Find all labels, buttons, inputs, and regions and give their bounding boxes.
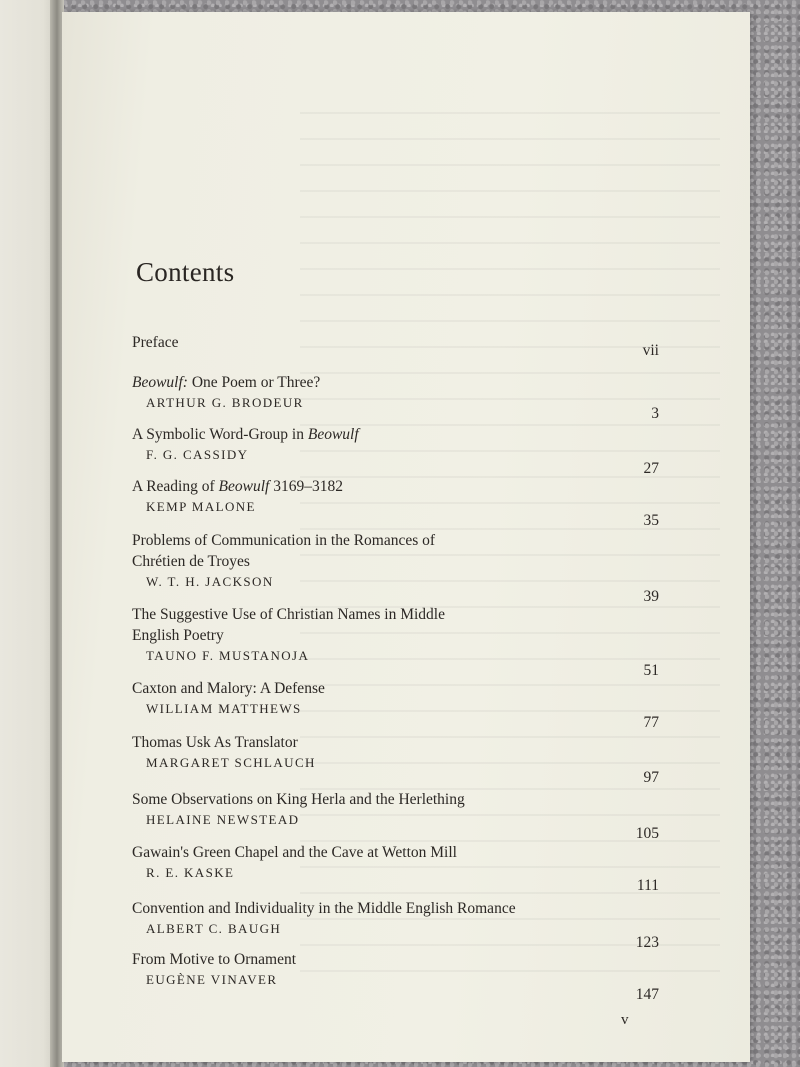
page-number: 3 — [651, 405, 659, 422]
page-number: 27 — [643, 460, 659, 477]
entry-title-italic: Beowulf: — [132, 374, 188, 391]
entry-title: From Motive to Ornament — [132, 951, 297, 968]
page-number: 111 — [636, 877, 659, 894]
entry-title: Caxton and Malory: A Defense — [132, 680, 325, 697]
toc-entry — [132, 789, 659, 842]
page-number: 97 — [643, 769, 659, 786]
toc-entry — [132, 732, 659, 786]
toc-entry — [132, 604, 659, 679]
page-number: 77 — [643, 714, 659, 731]
entry-title: Chrétien de Troyes — [132, 553, 250, 570]
entry-title-text: 3169–3182 — [273, 478, 343, 495]
entry-title-text: One Poem or Three? — [191, 374, 321, 391]
entry-author: EUGÈNE VINAVER — [146, 972, 278, 987]
entry-author: KEMP MALONE — [146, 499, 256, 514]
contents-page — [62, 12, 750, 1062]
entry-author: W. T. H. JACKSON — [146, 574, 274, 589]
toc-entry — [132, 424, 659, 477]
toc-entry — [132, 949, 659, 1003]
entry-title — [132, 476, 652, 497]
entry-title-italic: Beowulf — [307, 426, 359, 443]
entry-title-text: A Symbolic Word-Group in — [132, 426, 304, 443]
entry-author: ARTHUR G. BRODEUR — [146, 395, 304, 410]
entry-author: WILLIAM MATTHEWS — [146, 701, 302, 716]
page-number: 51 — [643, 662, 659, 679]
entry-title: Preface — [132, 334, 179, 351]
entry-author: TAUNO F. MUSTANOJA — [146, 648, 310, 663]
entry-title: Gawain's Green Chapel and the Cave at Wetton Mill — [132, 844, 457, 861]
toc-entry — [132, 530, 659, 605]
toc-entry — [132, 842, 659, 894]
page-number: 123 — [635, 934, 659, 951]
entry-title: Problems of Communication in the Romances of — [132, 532, 436, 549]
entry-author: ALBERT C. BAUGH — [146, 921, 282, 936]
page-number: 147 — [635, 986, 659, 1003]
toc-entry — [132, 372, 659, 422]
page-number: 35 — [643, 512, 659, 529]
entry-author: MARGARET SCHLAUCH — [146, 755, 316, 770]
entry-author: F. G. CASSIDY — [146, 447, 249, 462]
entry-title: Some Observations on King Herla and the Herlething — [132, 791, 465, 808]
entry-author: R. E. KASKE — [146, 865, 235, 880]
toc-entry — [132, 898, 659, 951]
entry-title: English Poetry — [132, 627, 224, 644]
entry-title: Convention and Individuality in the Middle English Romance — [132, 900, 516, 917]
page-number: 39 — [643, 588, 659, 605]
entry-author: HELAINE NEWSTEAD — [146, 812, 300, 827]
entry-title — [132, 372, 652, 393]
folio-number: v — [621, 1012, 629, 1028]
entry-title-italic: Beowulf — [218, 478, 270, 495]
entry-title: Thomas Usk As Translator — [132, 734, 298, 751]
toc-entry-preface — [132, 332, 659, 359]
entry-title — [132, 424, 652, 445]
toc-entry — [132, 476, 659, 529]
page-number: 105 — [635, 825, 659, 842]
entry-title-text: A Reading of — [132, 478, 215, 495]
entry-title: The Suggestive Use of Christian Names in Middle — [132, 606, 445, 623]
page-title: Contents — [136, 257, 235, 287]
toc-entry — [132, 678, 659, 731]
page-number: vii — [642, 342, 659, 359]
